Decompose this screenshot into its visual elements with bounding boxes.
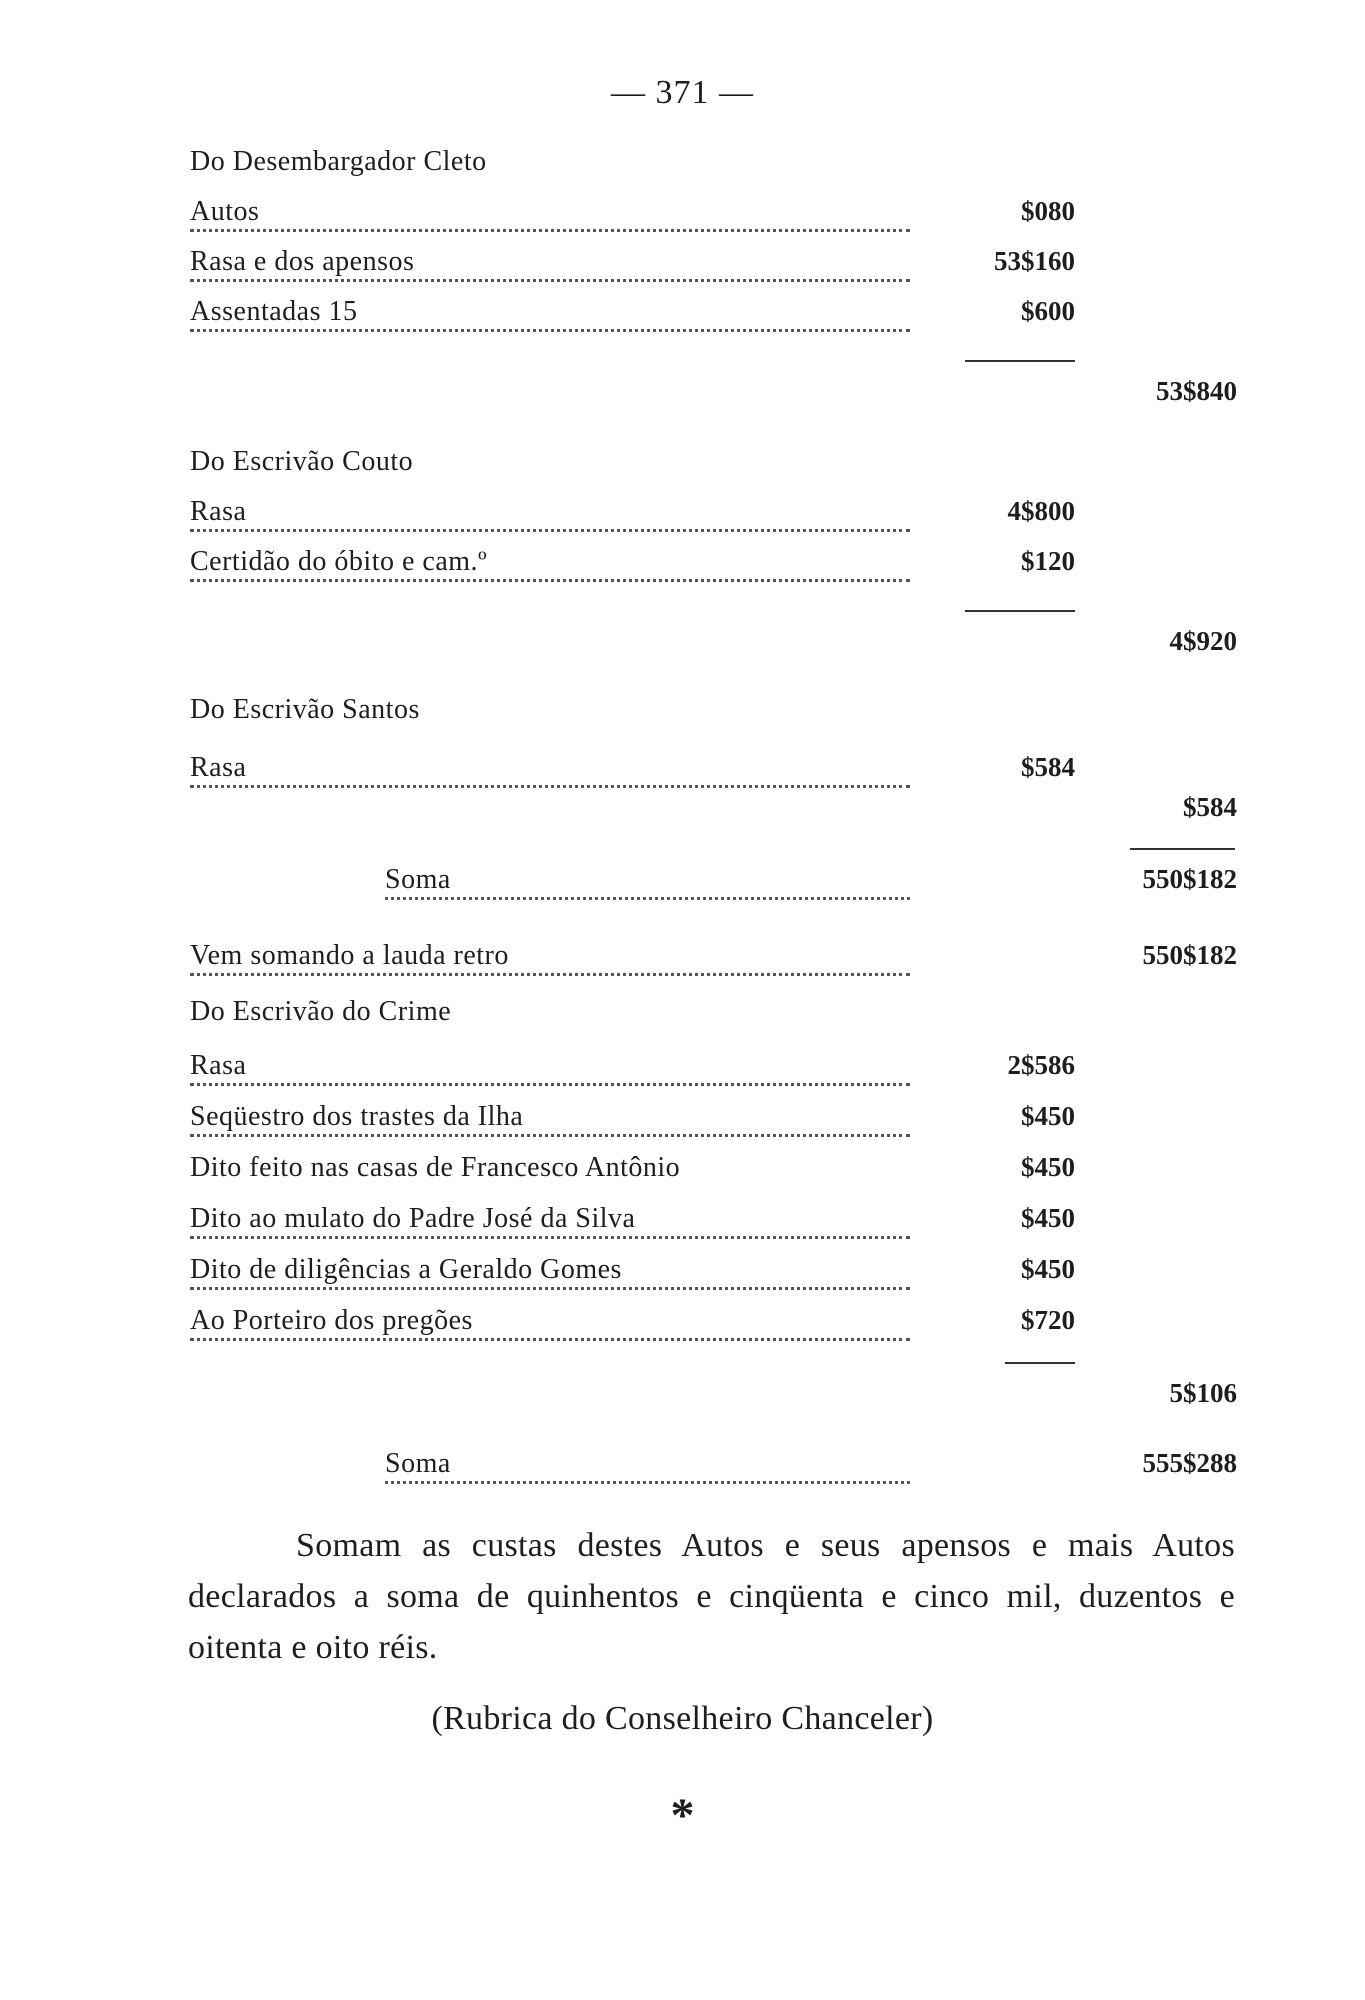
section-total: $584 [1183, 792, 1237, 822]
row-label: Autos [190, 196, 265, 227]
row-label: Certidão do óbito e cam.º [190, 546, 493, 577]
sum-row [0, 864, 1365, 904]
closing-paragraph: Somam as custas destes Autos e seus apensos e mais Autos declarados a soma de quinhentos e cinqüenta e cinco mil, duzentos e oitenta e oito réis. [188, 1527, 1235, 1666]
section-total-row [0, 376, 1365, 416]
row-label: Rasa e dos apensos [190, 246, 420, 277]
section-total: 5$106 [1169, 1378, 1237, 1408]
rubrica-note: (Rubrica do Conselheiro Chanceler) [431, 1700, 934, 1737]
row-amount: 53$160 [994, 246, 1075, 276]
subtotal-rule [965, 610, 1075, 612]
sum-label: Soma [385, 864, 457, 895]
row-label: Dito feito nas casas de Francesco Antônio [190, 1152, 686, 1183]
subtotal-rule [965, 360, 1075, 362]
carried-forward-row [0, 940, 1365, 980]
section-title-escrivao-couto: Do Escrivão Couto [190, 446, 414, 477]
total-rule [1130, 848, 1235, 850]
row-amount: $450 [1021, 1152, 1075, 1182]
ledger-row [0, 1254, 1365, 1294]
carried-forward-label: Vem somando a lauda retro [190, 940, 515, 971]
ledger-row [0, 246, 1365, 286]
ledger-row [0, 196, 1365, 236]
sum-total: 550$182 [1142, 864, 1237, 894]
section-title-desembargador-cleto: Do Desembargador Cleto [190, 146, 487, 177]
row-label: Rasa [190, 752, 252, 783]
row-amount: 4$800 [1007, 496, 1075, 526]
ledger-row [0, 752, 1365, 792]
row-amount: $080 [1021, 196, 1075, 226]
section-total: 4$920 [1169, 626, 1237, 656]
section-title-escrivao-crime: Do Escrivão do Crime [190, 996, 452, 1027]
ledger-row [0, 1203, 1365, 1243]
row-amount: $720 [1021, 1305, 1075, 1335]
ledger-row [0, 1101, 1365, 1141]
row-amount: 2$586 [1007, 1050, 1075, 1080]
row-amount: $120 [1021, 546, 1075, 576]
section-title-escrivao-santos: Do Escrivão Santos [190, 694, 420, 725]
row-label: Rasa [190, 1050, 252, 1081]
ledger-row [0, 1050, 1365, 1090]
section-total: 53$840 [1156, 376, 1237, 406]
asterisk-separator: * [670, 1789, 695, 1842]
ledger-row [0, 296, 1365, 336]
ledger-row [0, 546, 1365, 586]
ledger-row [0, 1152, 1365, 1192]
row-label: Assentadas 15 [190, 296, 363, 327]
section-total-row [0, 1378, 1365, 1418]
row-amount: $450 [1021, 1254, 1075, 1284]
section-total-row [0, 792, 1365, 832]
row-label: Dito de diligências a Geraldo Gomes [190, 1254, 628, 1285]
sum-total: 555$288 [1142, 1448, 1237, 1478]
row-amount: $584 [1021, 752, 1075, 782]
row-label: Dito ao mulato do Padre José da Silva [190, 1203, 641, 1234]
row-label: Rasa [190, 496, 252, 527]
subtotal-rule [1005, 1362, 1075, 1364]
sum-row [0, 1448, 1365, 1488]
row-amount: $450 [1021, 1101, 1075, 1131]
section-total-row [0, 626, 1365, 666]
row-label: Seqüestro dos trastes da Ilha [190, 1101, 529, 1132]
ledger-row [0, 496, 1365, 536]
sum-label: Soma [385, 1448, 457, 1479]
row-amount: $600 [1021, 296, 1075, 326]
carried-forward-total: 550$182 [1142, 940, 1237, 970]
row-amount: $450 [1021, 1203, 1075, 1233]
ledger-row [0, 1305, 1365, 1345]
page-number: — 371 — [611, 74, 754, 111]
row-label: Ao Porteiro dos pregões [190, 1305, 479, 1336]
